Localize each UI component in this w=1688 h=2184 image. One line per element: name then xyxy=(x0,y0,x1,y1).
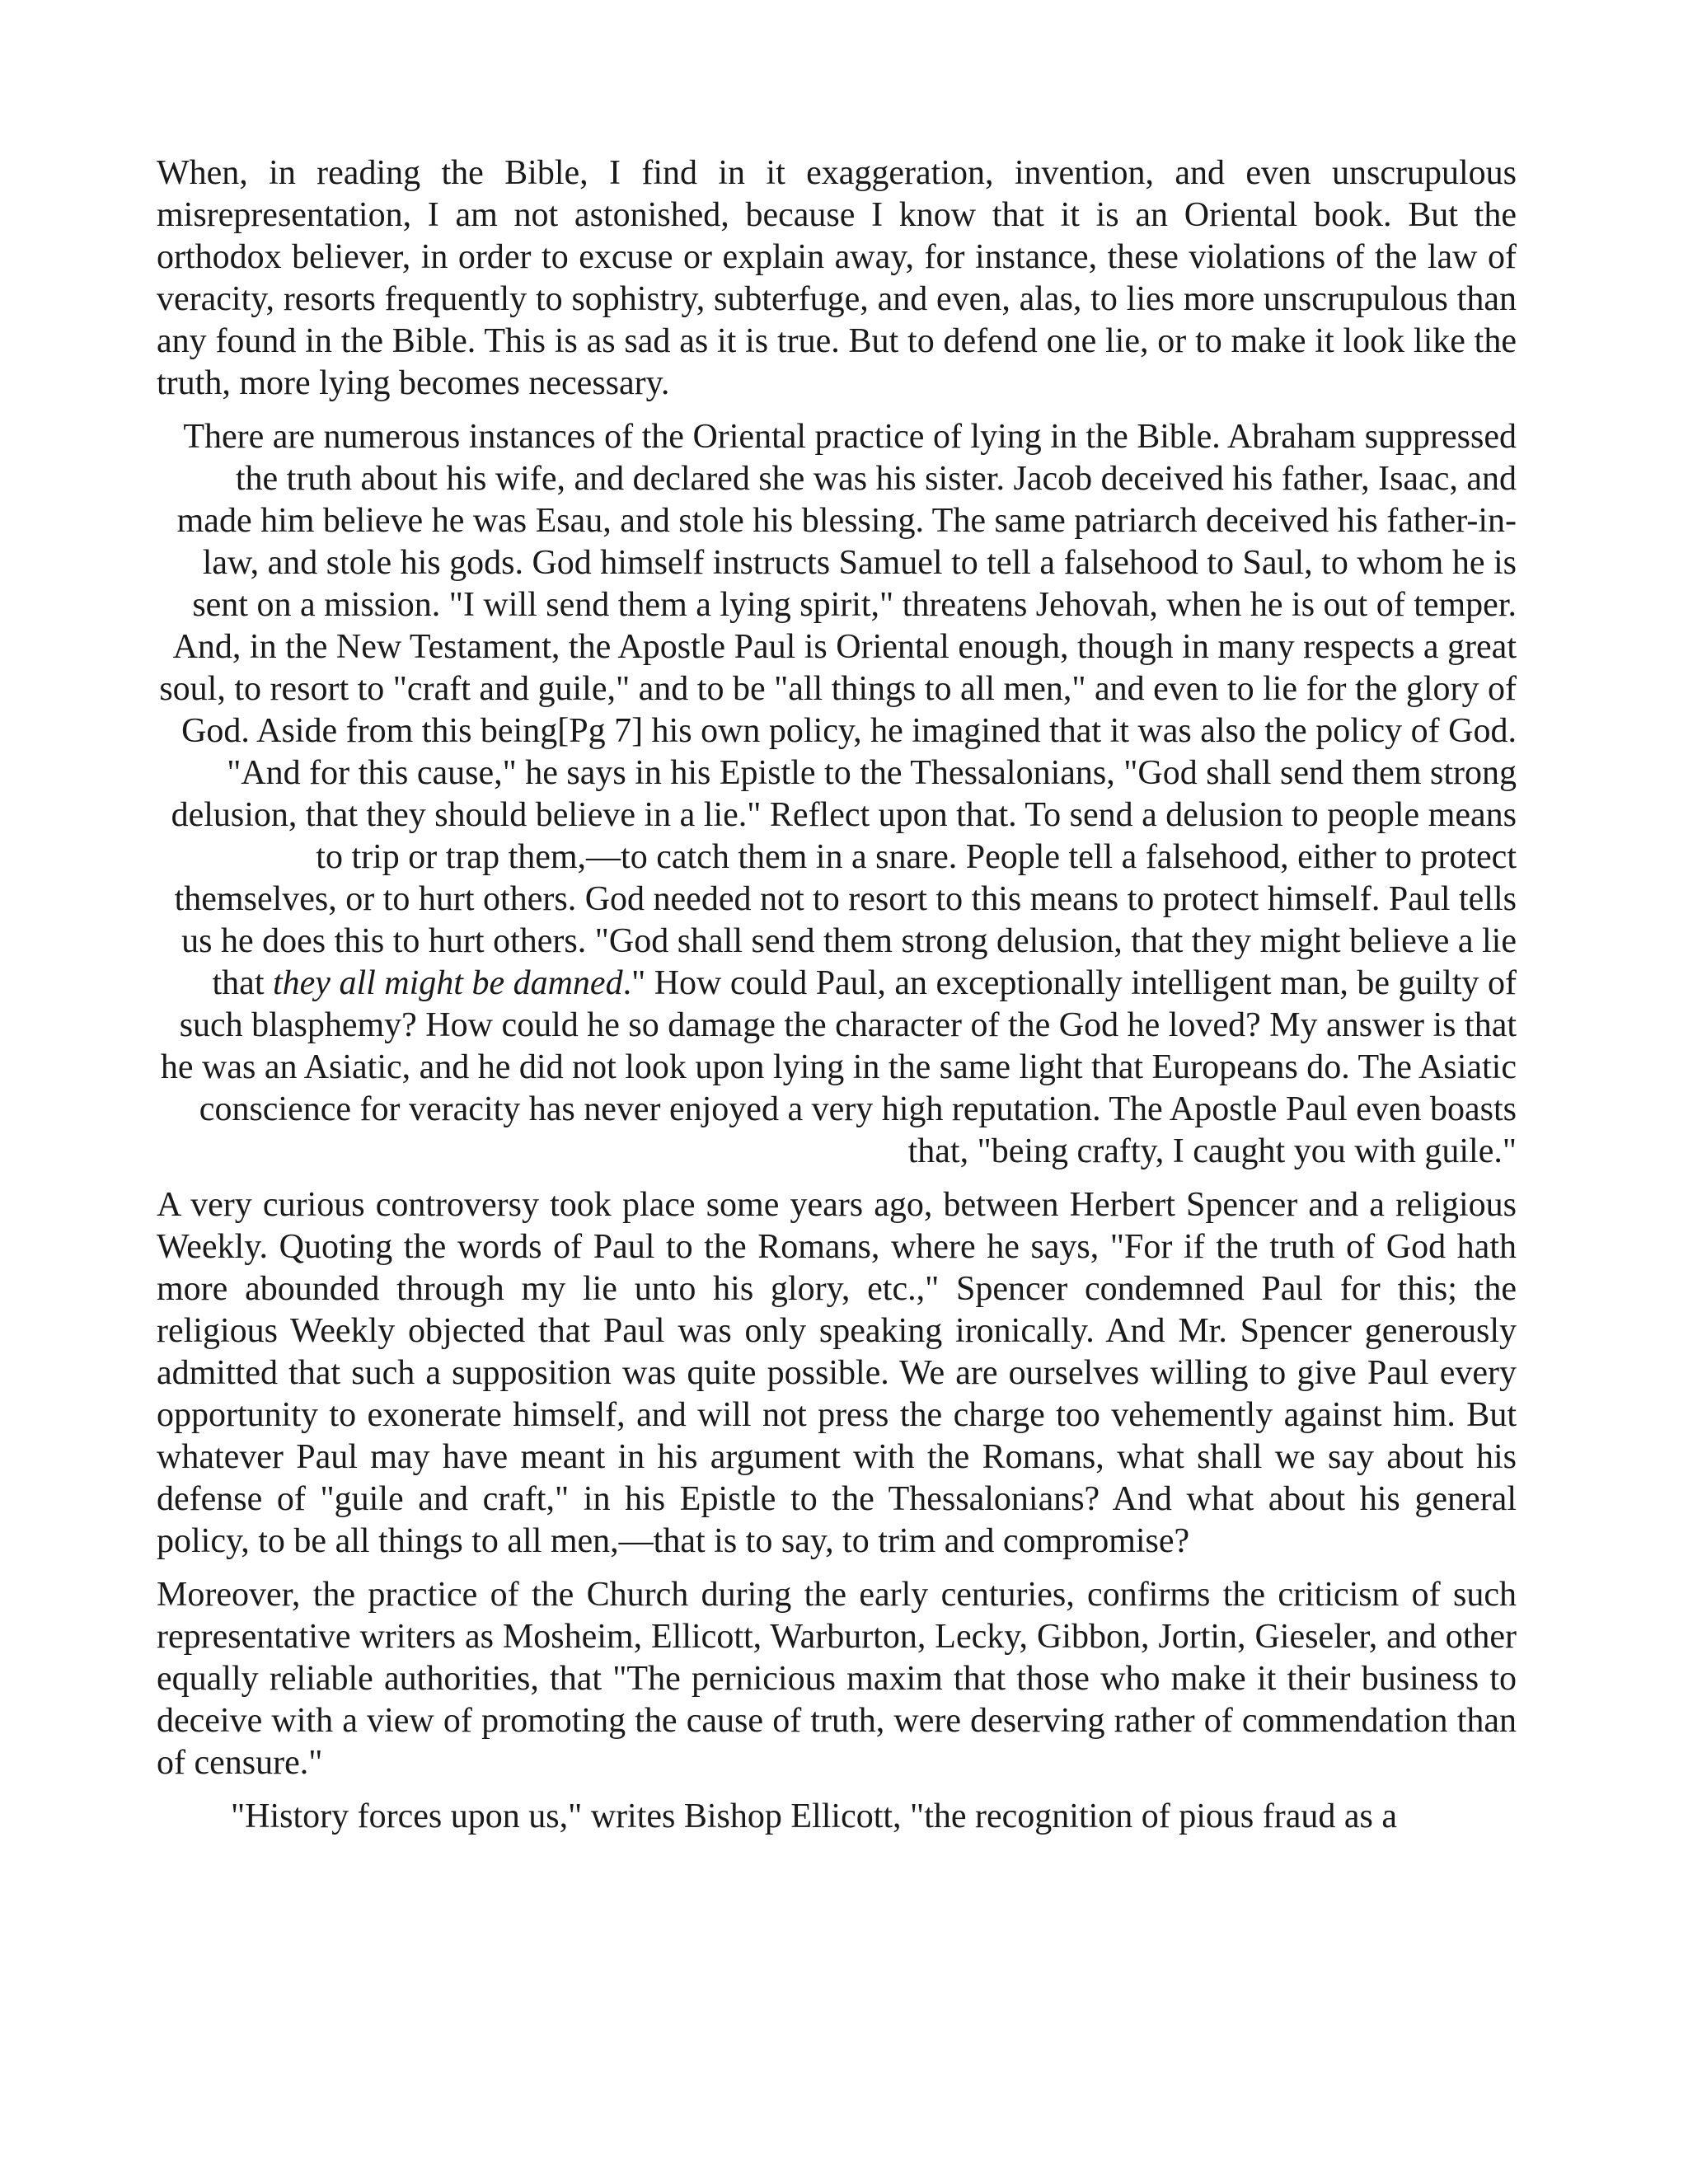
paragraph-5: "History forces upon us," writes Bishop Ellicott, "the recognition of pious fraud as a xyxy=(231,1797,1398,1835)
paragraph-2-text: There are numerous instances of the Oriental practice of lying in the Bible. Abraham suppressed the truth about his wife, and declared she was his sister. Jacob deceived his father, Isaac, and made him believe he was Esau, and stole his blessing. The same patriarch deceived his father-in-law, and stole his gods. God himself instructs Samuel to tell a falsehood to Saul, to whom he is sent on a mission. "I will send them a lying spirit," threatens Jehovah, when he is out of temper. And, in the New Testament, the Apostle Paul is Oriental enough, though in many respects a great soul, to resort to "craft and guile," and to be "all things to all men," and even to lie for the glory of God. Aside from this being[Pg 7] his own policy, he imagined that it was also the policy of God. "And for this cause," he says in his Epistle to the Thessalonians, "God shall send them strong delusion, that they should believe in a lie." Reflect upon that. To send a delusion to people means to trip or trap them,—to catch them in a snare. People tell a falsehood, either to protect themselves, or to hurt others. God needed not to resort to this means to protect himself. Paul tells us he does this to hurt others. "God shall send them strong delusion, that they might believe a lie that xyxy=(159,418,1517,1002)
paragraph-2-text-end: ." How could Paul, an exceptionally intelligent man, be guilty of such blasphemy? How could he so damage the character of the God he loved? My answer is that he was an Asiatic, and he did not look upon lying in the same light that Europeans do. The Asiatic conscience for veracity has never enjoyed a very high reputation. The Apostle Paul even boasts that, "being crafty, I caught you with guile." xyxy=(160,964,1517,1170)
document-page xyxy=(157,152,1517,1838)
italic-phrase: they all might be damned xyxy=(273,964,623,1002)
paragraph-1: When, in reading the Bible, I find in it exaggeration, invention, and even unscrupulous misrepresentation, I am not astonished, because I know that it is an Oriental book. But the orthodox believer, in order to excuse or explain away, for instance, these violations of the law of veracity, resorts frequently to sophistry, subterfuge, and even, alas, to lies more unscrupulous than any found in the Bible. This is as sad as it is true. But to defend one lie, or to make it look like the truth, more lying becomes necessary. xyxy=(157,154,1517,402)
paragraph-2 xyxy=(157,416,1517,1173)
paragraph-4: Moreover, the practice of the Church during the early centuries, confirms the criticism of such representative writers as Mosheim, Ellicott, Warburton, Lecky, Gibbon, Jortin, Gieseler, and other equally reliable authorities, that "The pernicious maxim that those who make it their business to deceive with a view of promoting the cause of truth, were deserving rather of commendation than of censure." xyxy=(157,1576,1517,1782)
paragraph-3: A very curious controversy took place some years ago, between Herbert Spencer and a religious Weekly. Quoting the words of Paul to the Romans, where he says, "For if the truth of God hath more abounded through my lie unto his glory, etc.," Spencer condemned Paul for this; the religious Weekly objected that Paul was only speaking ironically. And Mr. Spencer generously admitted that such a supposition was quite possible. We are ourselves willing to give Paul every opportunity to exonerate himself, and will not press the charge too vehemently against him. But whatever Paul may have meant in his argument with the Romans, what shall we say about his defense of "guile and craft," in his Epistle to the Thessalonians? And what about his general policy, to be all things to all men,—that is to say, to trim and compromise? xyxy=(157,1186,1517,1560)
